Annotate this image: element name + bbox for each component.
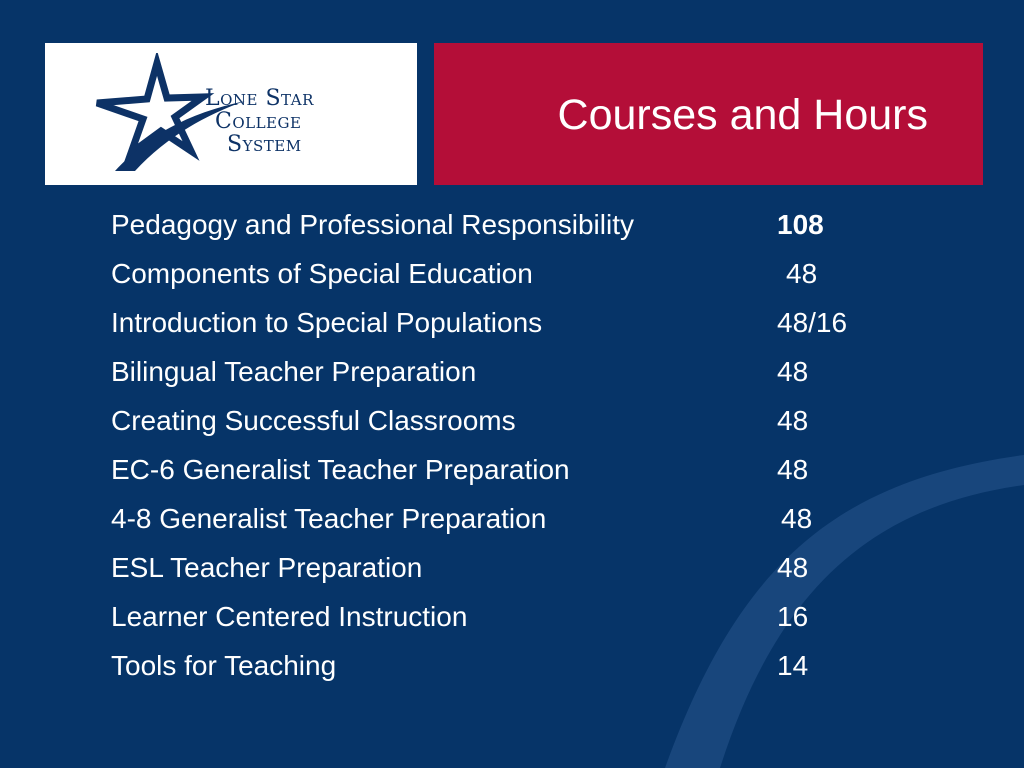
course-list — [111, 200, 911, 690]
logo-panel — [45, 43, 417, 185]
course-row — [111, 396, 911, 445]
course-name: Bilingual Teacher Preparation — [111, 356, 477, 387]
course-name: Tools for Teaching — [111, 650, 337, 681]
slide-title: Courses and Hours — [557, 91, 928, 139]
course-name: Introduction to Special Populations — [111, 307, 543, 338]
title-panel — [434, 43, 983, 185]
course-row — [111, 445, 911, 494]
course-row — [111, 298, 911, 347]
course-row — [111, 543, 911, 592]
course-row — [111, 641, 911, 690]
course-hours: 48 — [781, 503, 813, 534]
course-hours: 14 — [777, 650, 809, 681]
course-name: Components of Special Education — [111, 258, 533, 289]
course-hours: 48 — [777, 552, 809, 583]
course-name: Learner Centered Instruction — [111, 601, 468, 632]
course-row — [111, 347, 911, 396]
course-row — [111, 200, 911, 249]
course-name: Pedagogy and Professional Responsibility — [111, 209, 634, 240]
logo-line-1: Lone Star — [205, 86, 314, 111]
course-hours: 48 — [777, 454, 809, 485]
course-row — [111, 592, 911, 641]
course-hours: 16 — [777, 601, 809, 632]
course-hours: 48 — [786, 258, 818, 289]
logo-line-3: System — [227, 132, 302, 157]
course-row — [111, 494, 911, 543]
course-name: Creating Successful Classrooms — [111, 405, 516, 436]
course-hours: 48 — [777, 405, 809, 436]
course-hours: 108 — [777, 209, 824, 240]
course-name: ESL Teacher Preparation — [111, 552, 423, 583]
course-hours: 48/16 — [777, 307, 848, 338]
course-name: EC-6 Generalist Teacher Preparation — [111, 454, 570, 485]
course-hours: 48 — [777, 356, 809, 387]
logo-wordmark — [205, 87, 314, 156]
course-row — [111, 249, 911, 298]
logo-line-2: College — [215, 109, 302, 134]
course-name: 4-8 Generalist Teacher Preparation — [111, 503, 547, 534]
